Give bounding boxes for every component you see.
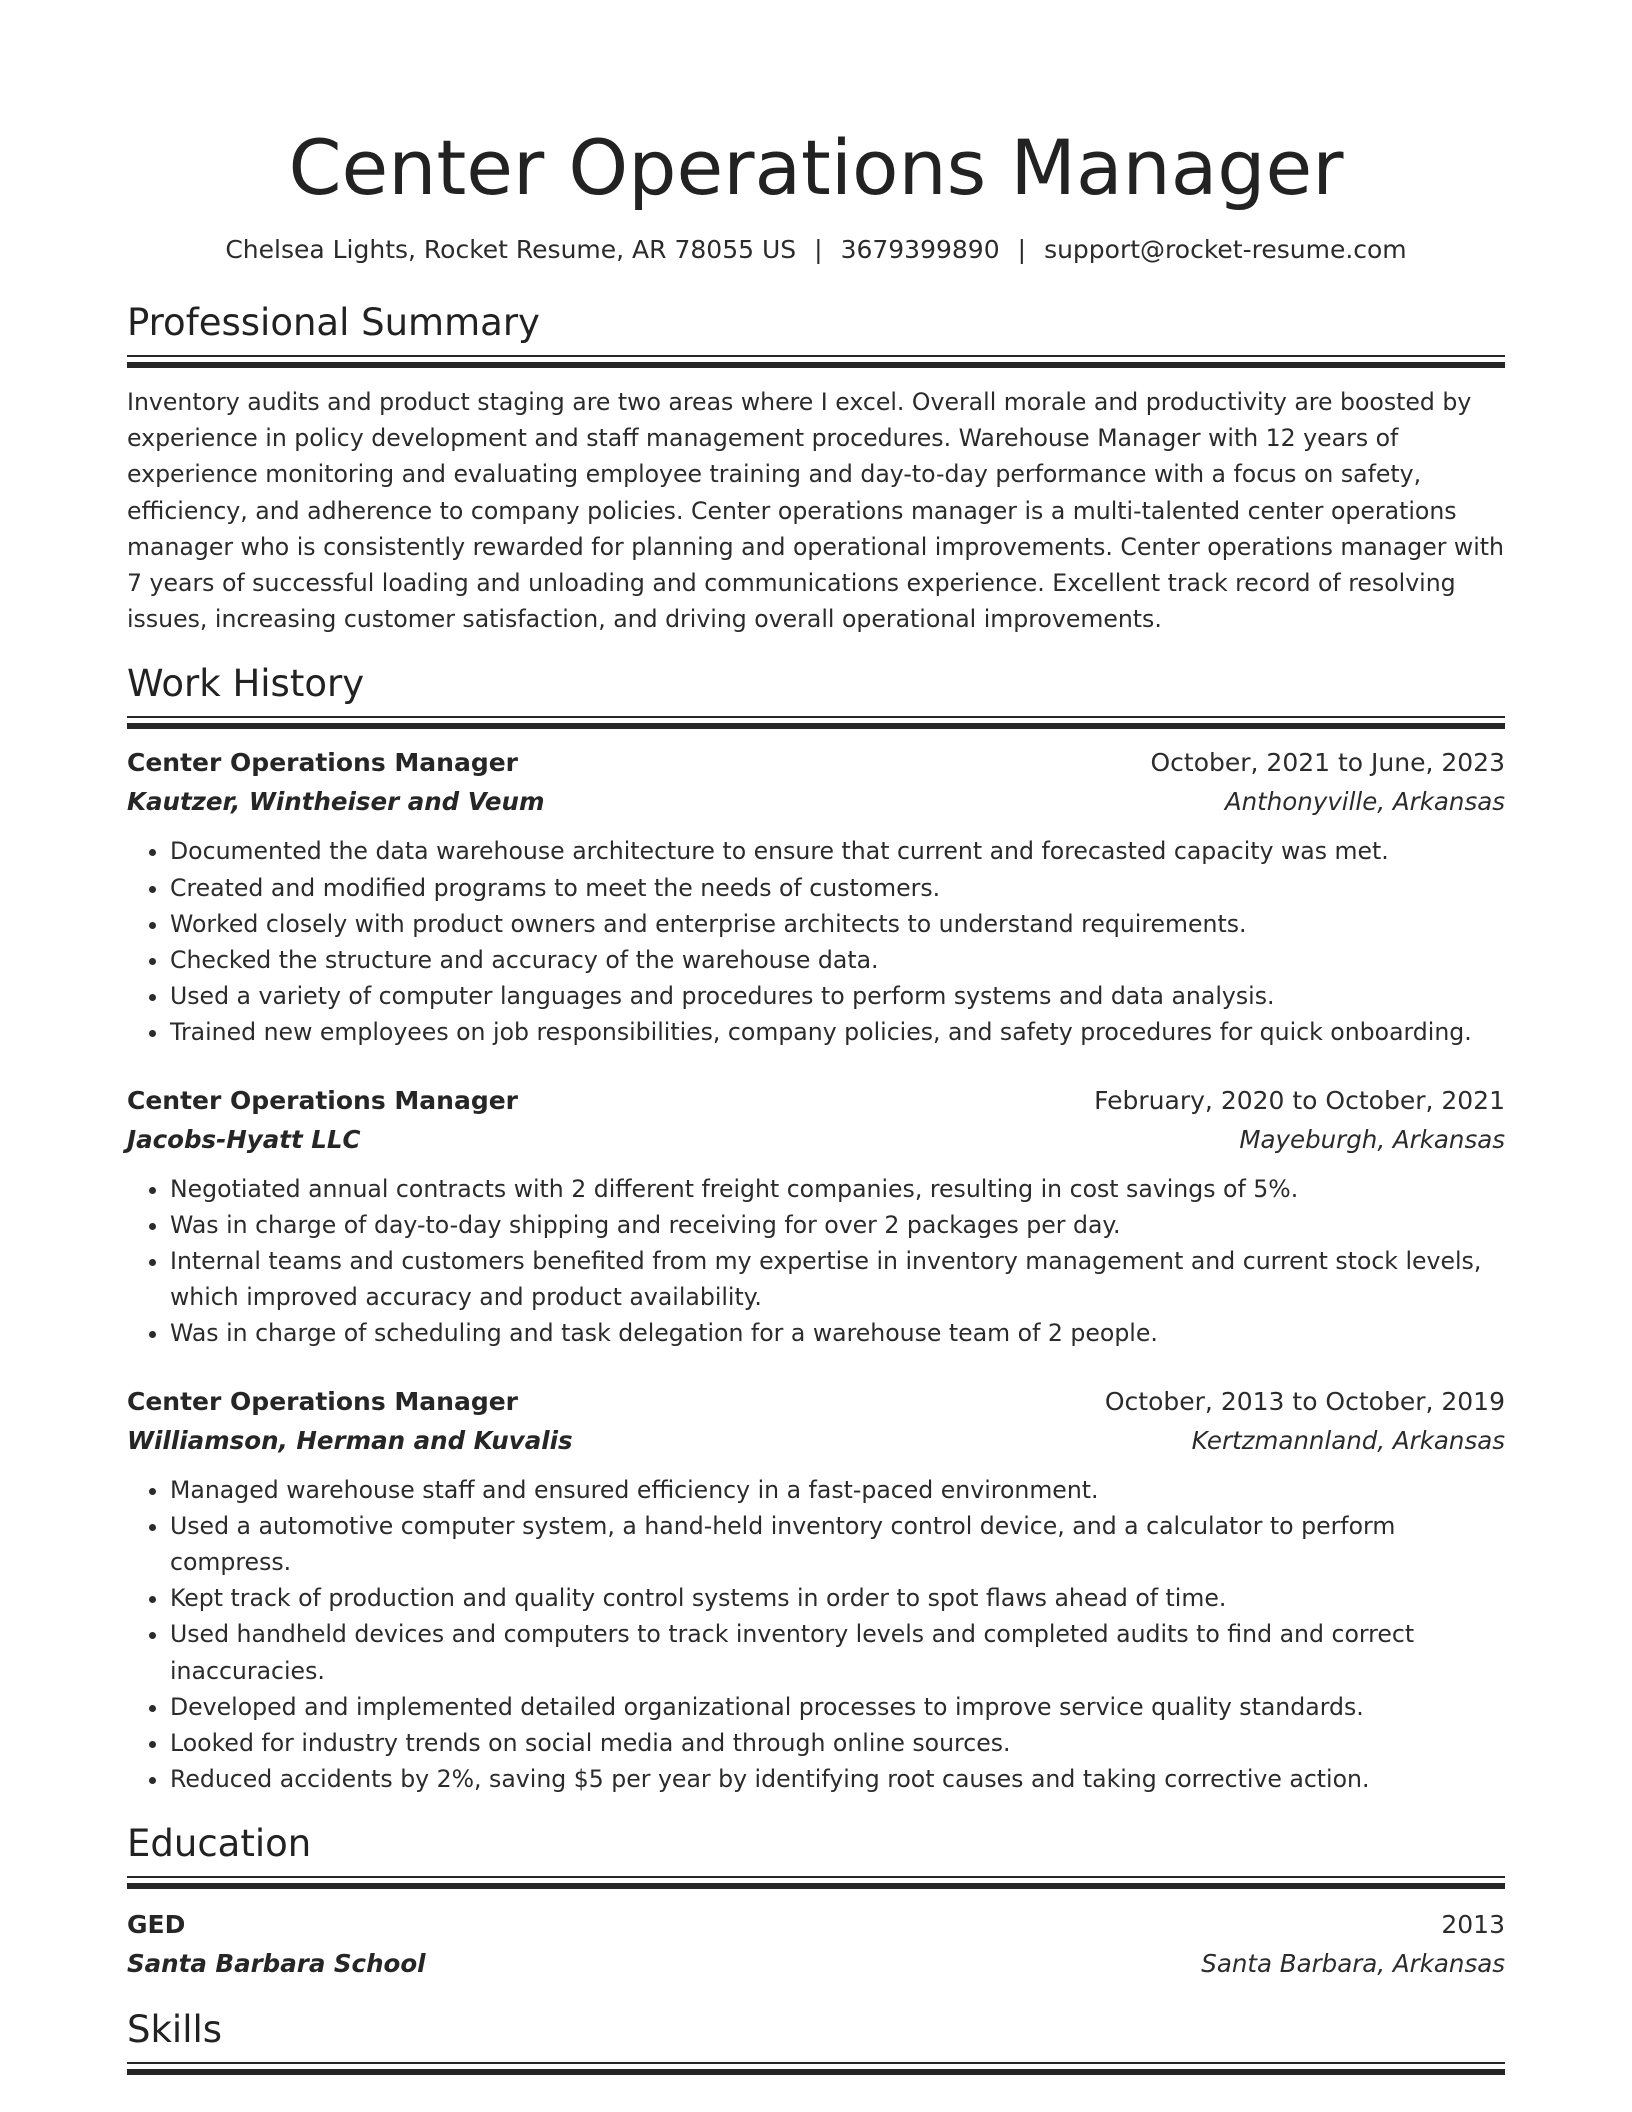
contact-address: Chelsea Lights, Rocket Resume, AR 78055 US [225,235,797,264]
job-entry [127,1382,1505,1798]
list-item: • Managed warehouse staff and ensured efficiency in a fast-paced environment. [170,1472,1505,1508]
job-location: Anthonyville, Arkansas [1224,787,1505,817]
job-entry [127,1081,1505,1352]
section-heading-education: Education [127,1822,312,1866]
job-title: Center Operations Manager [127,1386,519,1416]
job-entry [127,743,1505,1050]
job-company: Jacobs-Hyatt LLC [127,1124,361,1154]
work-history-section [127,659,1505,1797]
list-item: • Trained new employees on job responsibilities, company policies, and safety procedures for quick onboarding. [170,1014,1505,1050]
list-item: • Worked closely with product owners and enterprise architects to understand requirements. [170,906,1505,942]
job-company: Williamson, Herman and Kuvalis [127,1425,573,1455]
job-company: Kautzer, Wintheiser and Veum [127,787,545,817]
job-location: Mayeburgh, Arkansas [1239,1124,1505,1154]
list-item: • Looked for industry trends on social media and through online sources. [170,1725,1505,1761]
job-title: Center Operations Manager [127,748,519,778]
section-divider [127,2062,1505,2075]
list-item: • Used a automotive computer system, a hand-held inventory control device, and a calculator to perform compress. [170,1508,1505,1580]
job-bullets [127,1472,1505,1798]
list-item: • Used a variety of computer languages and procedures to perform systems and data analysis. [170,978,1505,1014]
list-item: • Was in charge of day-to-day shipping and receiving for over 2 packages per day. [170,1207,1505,1243]
job-dates: October, 2021 to June, 2023 [1150,748,1505,778]
education-section [127,1819,1505,1983]
list-item: • Checked the structure and accuracy of the warehouse data. [170,942,1505,978]
list-item: • Negotiated annual contracts with 2 different freight companies, resulting in cost savings of 5%. [170,1171,1505,1207]
education-entry [127,1905,1505,1983]
contact-phone: 3679399890 [840,235,1000,264]
section-heading-summary: Professional Summary [127,301,540,344]
list-item: • Used handheld devices and computers to track inventory levels and completed audits to find and correct inaccuracies. [170,1616,1505,1688]
contact-line [127,232,1505,268]
education-degree: GED [127,1910,186,1940]
resume-title: Center Operations Manager [288,123,1344,212]
list-item: • Documented the data warehouse architecture to ensure that current and forecasted capacity was met. [170,833,1505,869]
section-divider [127,716,1505,729]
section-divider [127,1876,1505,1889]
skills-section [127,2005,1505,2075]
list-item: • Developed and implemented detailed organizational processes to improve service quality standards. [170,1689,1505,1725]
list-item: • Was in charge of scheduling and task delegation for a warehouse team of 2 people. [170,1315,1505,1351]
section-heading-work: Work History [127,662,365,706]
job-bullets [127,1171,1505,1352]
education-location: Santa Barbara, Arkansas [1201,1949,1505,1979]
contact-separator: | [1017,235,1027,264]
list-item: • Reduced accidents by 2%, saving $5 per year by identifying root causes and taking corrective action. [170,1761,1505,1797]
job-dates: February, 2020 to October, 2021 [1094,1085,1505,1115]
job-bullets [127,833,1505,1050]
section-heading-skills: Skills [127,2008,223,2052]
education-year: 2013 [1441,1910,1505,1940]
education-school: Santa Barbara School [127,1949,426,1979]
section-divider [127,355,1505,368]
list-item: • Created and modified programs to meet the needs of customers. [170,870,1505,906]
contact-email: support@rocket-resume.com [1044,235,1407,264]
summary-section [127,298,1505,637]
job-location: Kertzmannland, Arkansas [1191,1425,1505,1455]
contact-separator: | [814,235,823,264]
summary-text: Inventory audits and product staging are two areas where I excel. Overall morale and productivity are boosted by experience in policy development and staff management procedures. Warehouse Manager with 12 years of experience monitoring and evaluating employee training and day-to-day performance with a focus on safety, efficiency, and adherence to company policies. Center operations manager is a multi-talented center operations manager who is consistently rewarded for planning and operational improvements. Center operations manager with 7 years of successful loading and unloading and communications experience. Excellent track record of resolving issues, increasing customer satisfaction, and driving overall operational improvements. [127,388,1504,634]
job-dates: October, 2013 to October, 2019 [1104,1386,1505,1416]
list-item: • Kept track of production and quality control systems in order to spot flaws ahead of time. [170,1580,1505,1616]
job-title: Center Operations Manager [127,1085,519,1115]
list-item: • Internal teams and customers benefited from my expertise in inventory management and current stock levels, which improved accuracy and product availability. [170,1243,1505,1315]
